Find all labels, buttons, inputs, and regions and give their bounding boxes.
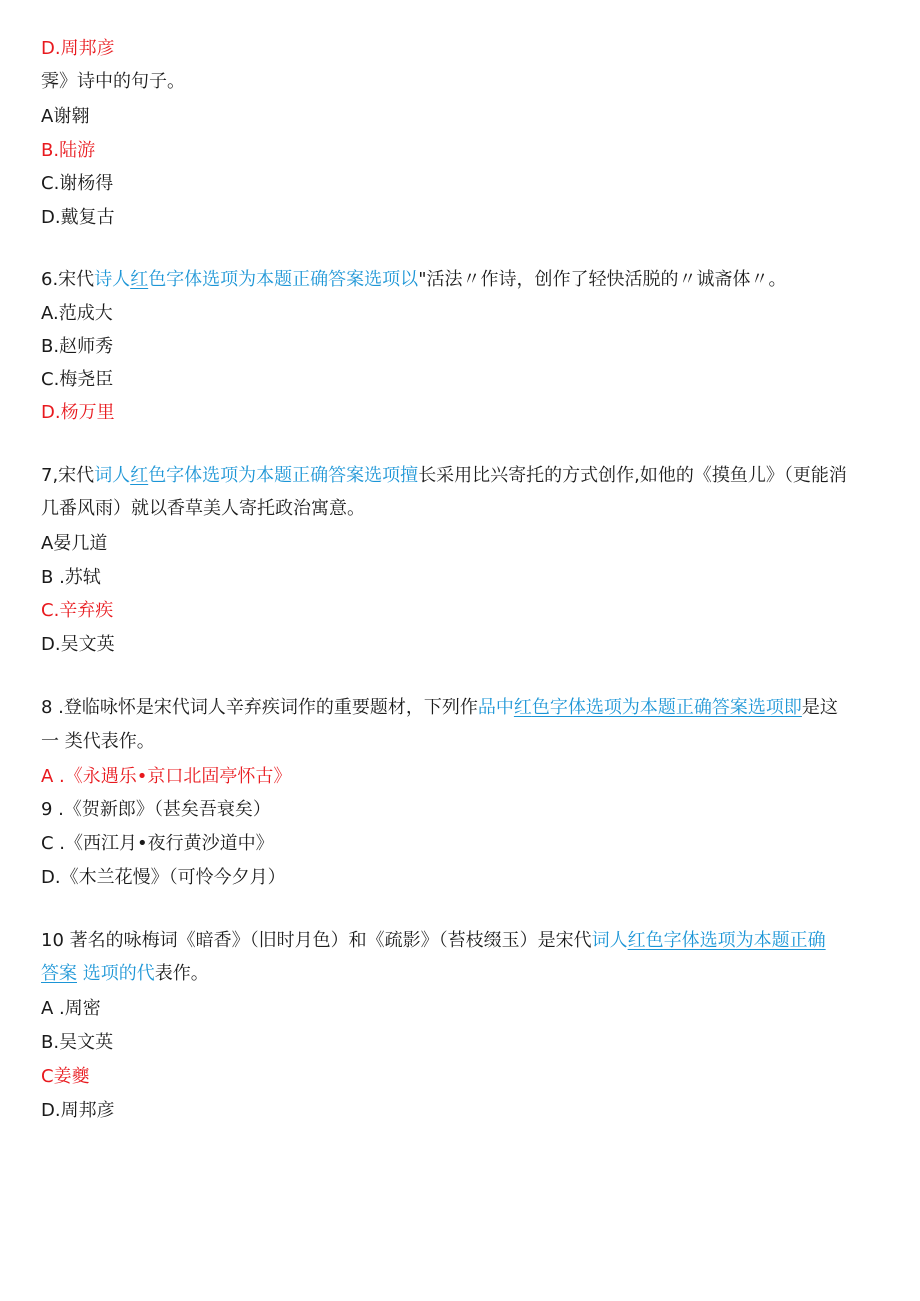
question-5-option-d: D.戴复古 (41, 207, 115, 228)
question-8-option-b: 9 .《贺新郎》（甚矣吾衰矣） (41, 799, 271, 820)
prev-question-option-d: D.周邦彦 (41, 38, 115, 59)
question-7-option-d: D.吴文英 (41, 634, 115, 655)
question-10-note-a: 词人 (591, 930, 628, 951)
question-6-option-c: C.梅尧臣 (41, 369, 114, 390)
question-7-rest: 长采用比兴寄托的方式创作,如他的《摸鱼儿》（更能消 (418, 465, 847, 486)
question-10-note-b: 红 (627, 930, 646, 951)
question-8-rest: 是这 (801, 697, 838, 718)
question-5-option-a: A谢翱 (41, 106, 90, 127)
question-7-text-line2: 几番风雨）就以香草美人寄托政治寓意。 (41, 498, 365, 519)
question-10-text-line2 (41, 962, 209, 986)
question-7-text (41, 464, 847, 488)
question-7-note-b: 红 (130, 465, 149, 486)
question-5-option-b-correct: B.陆游 (41, 140, 96, 161)
question-7-option-c-correct: C.辛弃疾 (41, 600, 114, 621)
question-8-option-c: C .《西江月•夜行黄沙道中》 (41, 833, 274, 854)
question-10-note-c: 色字体选项为本题正确 (645, 930, 826, 951)
question-10-note-d: 答案 (41, 963, 77, 984)
question-10-note-e: 选项的代 (77, 963, 155, 984)
question-8-option-d: D.《木兰花慢》（可怜今夕月） (41, 867, 286, 888)
question-8-note-c: 色字体选项为本题正确答案选项即 (531, 697, 802, 718)
question-6-note-a: 诗人 (94, 269, 131, 290)
question-6-note-c: 色字体选项为本题正确答案选项以 (148, 269, 419, 290)
question-10-rest: 表作。 (154, 963, 209, 984)
question-6-number: 6.宋代 (41, 269, 95, 290)
question-8-note-a: 品中 (477, 697, 514, 718)
question-10-option-c-correct: C姜夔 (41, 1066, 90, 1087)
question-6-option-d-correct: D.杨万里 (41, 402, 115, 423)
question-8-number: 8 .登临咏怀是宋代词人辛弃疾词作的重要题材，下列作 (41, 697, 478, 718)
question-10-option-d: D.周邦彦 (41, 1100, 115, 1121)
question-6-text (41, 268, 786, 292)
question-10-option-b: B.吴文英 (41, 1032, 114, 1053)
question-7-option-a: A晏几道 (41, 533, 108, 554)
question-6-note-b: 红 (130, 269, 149, 290)
question-10-text (41, 929, 826, 953)
question-7-note-c: 色字体选项为本题正确答案选项擅 (148, 465, 419, 486)
question-6-rest: "活法〃作诗，创作了轻快活脱的〃诚斋体〃。 (418, 269, 787, 290)
question-8-text-line2: 一 类代表作。 (41, 731, 155, 752)
question-6-option-b: B.赵师秀 (41, 336, 114, 357)
question-8-text (41, 696, 838, 720)
question-8-note-b: 红 (513, 697, 532, 718)
question-7-note-a: 词人 (94, 465, 131, 486)
question-10-number: 10 著名的咏梅词《暗香》（旧时月色）和《疏影》（苔枝缀玉）是宋代 (41, 930, 592, 951)
question-10-option-a: A .周密 (41, 998, 101, 1019)
question-8-option-a-correct: A .《永遇乐•京口北固亭怀古》 (41, 766, 292, 787)
question-7-option-b: B .苏轼 (41, 567, 101, 588)
question-5-fragment: 霁》诗中的句子。 (41, 71, 185, 92)
question-7-number: 7,宋代 (41, 465, 95, 486)
question-6-option-a: A.范成大 (41, 303, 113, 324)
question-5-option-c: C.谢杨得 (41, 173, 114, 194)
